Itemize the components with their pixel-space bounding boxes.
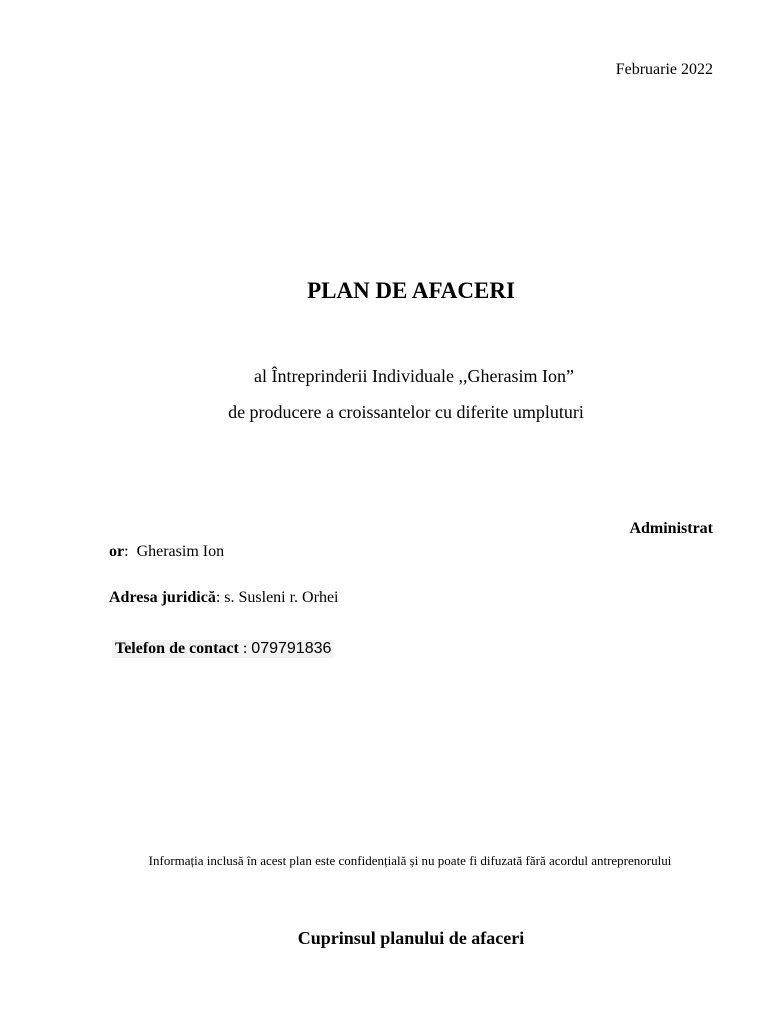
confidentiality-note: Informația inclusă în acest plan este confidențială și nu poate fi difuzată fără acordul antreprenorului: [148, 853, 672, 868]
address-label: Adresa juridică: [109, 589, 216, 606]
document-date: Februarie 2022: [615, 61, 713, 78]
administrator-line: [109, 543, 224, 561]
address-value: s. Susleni r. Orhei: [224, 589, 339, 606]
phone-value: 079791836: [251, 640, 332, 657]
phone-label: Telefon de contact: [115, 640, 239, 657]
subtitle-activity: de producere a croissantelor cu diferite umpluturi: [228, 402, 584, 422]
address-separator: :: [215, 589, 225, 606]
address-line: [109, 589, 338, 607]
administrator-label-end: or: [109, 543, 125, 560]
phone-line: [112, 640, 333, 658]
table-of-contents-heading: Cuprinsul planului de afaceri: [297, 928, 525, 948]
page-title: PLAN DE AFACERI: [307, 278, 515, 303]
administrator-label-start: Administrat: [629, 520, 713, 537]
phone-separator: :: [238, 640, 252, 657]
administrator-separator: :: [124, 543, 137, 560]
administrator-name: Gherasim Ion: [136, 543, 225, 560]
subtitle-enterprise: al Întreprinderii Individuale ,,Gherasim Ion”: [254, 366, 574, 386]
